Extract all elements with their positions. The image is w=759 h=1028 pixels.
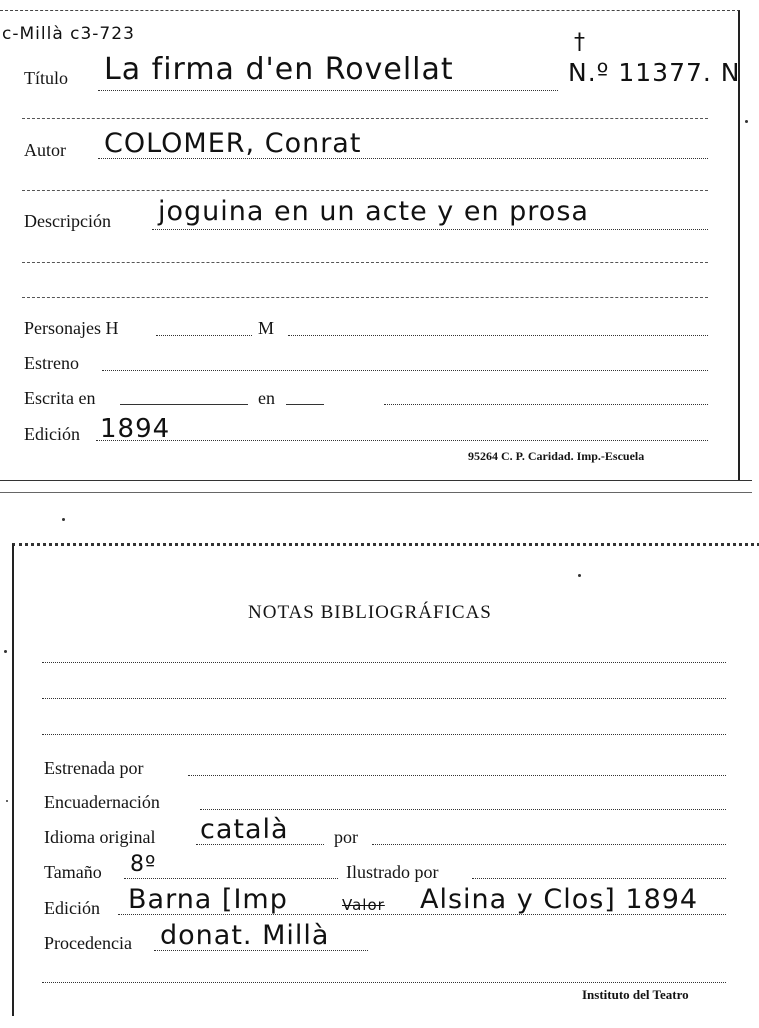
escrita-label: Escrita en — [24, 388, 96, 408]
edicion-line — [96, 440, 708, 441]
institution-name: Instituto del Teatro — [582, 987, 689, 1002]
edicion2-value-a: Barna [Imp — [128, 884, 288, 915]
edicion2-value-b: Alsina y Clos] 1894 — [420, 884, 699, 915]
estreno-label: Estreno — [24, 353, 79, 373]
personajes-label: Personajes H — [24, 318, 119, 338]
notas-line-2 — [42, 698, 726, 699]
titulo-line — [98, 90, 558, 91]
autor-line-2 — [22, 190, 708, 191]
tamano-line — [124, 878, 338, 879]
encuadernacion-line — [200, 809, 726, 810]
titulo-label: Título — [24, 68, 68, 88]
scan-speck — [578, 574, 581, 577]
titulo-line-2 — [22, 118, 708, 119]
idioma-label: Idioma original — [44, 827, 156, 847]
notas-heading: NOTAS BIBLIOGRÁFICAS — [248, 602, 492, 623]
card-front-bottom-edge-2 — [0, 492, 752, 493]
autor-value: COLOMER, Conrat — [104, 128, 362, 159]
card-front-bottom-edge — [0, 480, 752, 481]
notas-line-3 — [42, 734, 726, 735]
personajes-h-line — [156, 335, 252, 336]
edicion2-label: Edición — [44, 898, 100, 918]
descripcion-value: joguina en un acte y en prosa — [158, 196, 589, 227]
descripcion-line-3 — [22, 297, 708, 298]
procedencia-value: donat. Millà — [160, 920, 330, 951]
autor-label: Autor — [24, 140, 66, 160]
titulo-value: La firma d'en Rovellat — [104, 52, 454, 87]
edicion-value: 1894 — [100, 414, 171, 444]
scan-speck — [4, 650, 7, 653]
encuadernacion-label: Encuadernación — [44, 792, 160, 812]
notas-line-1 — [42, 662, 726, 663]
por-label: por — [334, 827, 358, 847]
ilustrado-label: Ilustrado por — [346, 862, 439, 882]
procedencia-line-2 — [42, 982, 726, 983]
ilustrado-line — [472, 878, 726, 879]
cross-mark: † — [574, 30, 586, 55]
escrita-en-line — [286, 404, 324, 405]
edicion-label: Edición — [24, 424, 80, 444]
escrita-en-label: en — [258, 388, 275, 408]
idioma-value: català — [200, 814, 289, 845]
corner-note: c-Millà c3-723 — [2, 24, 135, 44]
card-number: N.º 11377. N — [568, 58, 741, 87]
personajes-m-label: M — [258, 318, 275, 338]
tamano-label: Tamaño — [44, 862, 102, 882]
descripcion-line — [152, 229, 708, 230]
descripcion-label: Descripción — [24, 211, 111, 231]
scan-speck — [745, 120, 748, 123]
tamano-value: 8º — [130, 852, 157, 877]
scan-speck — [62, 518, 65, 521]
estrenada-label: Estrenada por — [44, 758, 144, 778]
procedencia-label: Procedencia — [44, 933, 132, 953]
edicion2-value-struck: Valor — [342, 896, 385, 914]
descripcion-line-2 — [22, 262, 708, 263]
estreno-line — [102, 370, 708, 371]
personajes-m-line — [288, 335, 708, 336]
escrita-line — [120, 404, 248, 405]
scan-speck — [6, 800, 8, 802]
escrita-line-right — [384, 404, 708, 405]
por-line — [372, 844, 726, 845]
estrenada-line — [188, 775, 726, 776]
printer-note: 95264 C. P. Caridad. Imp.-Escuela — [468, 449, 645, 463]
